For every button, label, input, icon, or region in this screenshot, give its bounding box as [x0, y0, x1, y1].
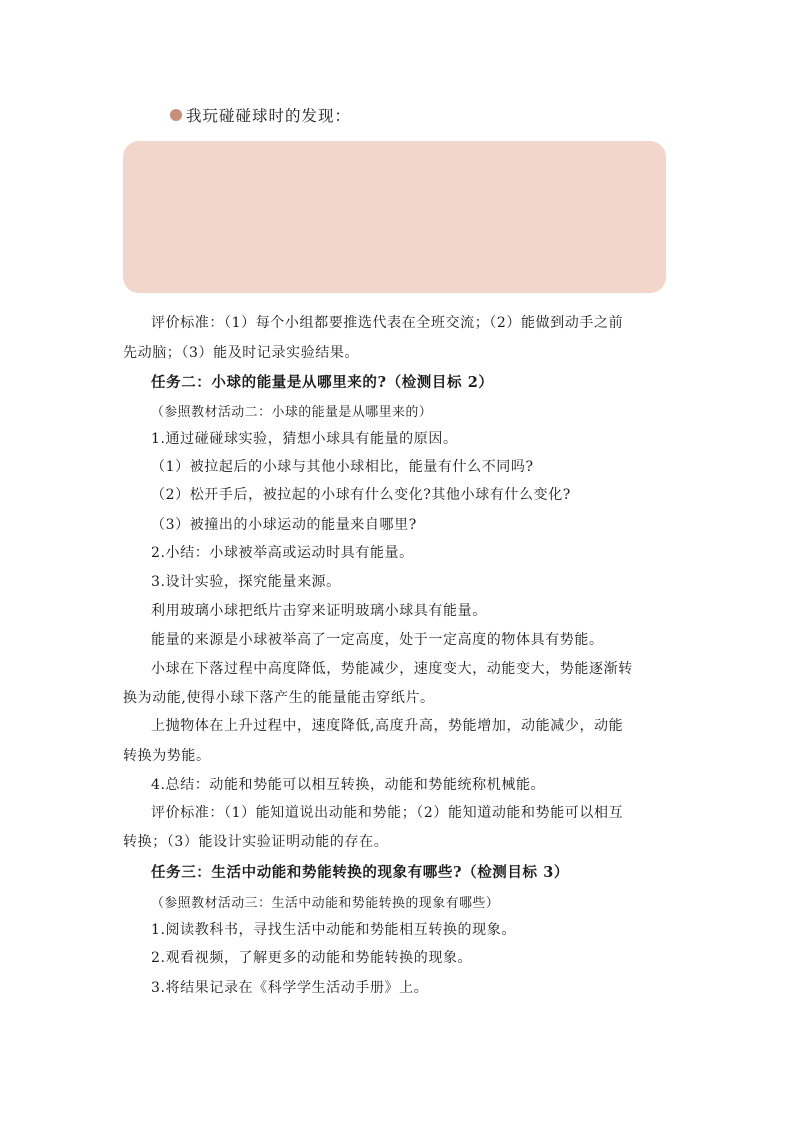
text-line: 1.阅读教科书，寻找生活中动能和势能相互转换的现象。 — [151, 922, 516, 938]
text-line: 评价标准：（1）每个小组都要推选代表在全班交流；（2）能做到动手之前 — [151, 315, 624, 331]
task-heading: 任务二：小球的能量是从哪里来的?（检测目标 2） — [151, 374, 494, 391]
text-line: 3.设计实验，探究能量来源。 — [151, 574, 341, 590]
text-line: 4.总结：动能和势能可以相互转换，动能和势能统称机械能。 — [151, 777, 546, 793]
text-line: （3）被撞出的小球运动的能量来自哪里? — [151, 517, 417, 533]
answer-box[interactable] — [123, 141, 666, 293]
text-line: 利用玻璃小球把纸片击穿来证明玻璃小球具有能量。 — [151, 603, 487, 619]
text-line: （2）松开手后，被拉起的小球有什么变化?其他小球有什么变化? — [151, 487, 571, 503]
section-heading — [170, 104, 351, 126]
section-heading-text: 我玩碰碰球时的发现： — [186, 107, 352, 125]
task-heading: 任务三：生活中动能和势能转换的现象有哪些?（检测目标 3） — [151, 864, 570, 881]
text-line: （1）被拉起后的小球与其他小球相比，能量有什么不同吗? — [151, 459, 534, 475]
text-line: 转换为势能。 — [123, 748, 211, 764]
text-line: 小球在下落过程中高度降低，势能减少，速度变大，动能变大，势能逐渐转 — [151, 661, 633, 677]
reference-note: （参照教材活动二：小球的能量是从哪里来的） — [151, 405, 433, 420]
text-line: 1.通过碰碰球实验，猜想小球具有能量的原因。 — [151, 431, 458, 447]
text-line: 转换；（3）能设计实验证明动能的存在。 — [123, 834, 389, 850]
text-line: 上抛物体在上升过程中，速度降低,高度升高，势能增加，动能减少，动能 — [151, 718, 624, 734]
text-line: 2.小结：小球被举高或运动时具有能量。 — [151, 545, 414, 561]
text-line: 能量的来源是小球被举高了一定高度，处于一定高度的物体具有势能。 — [151, 632, 604, 648]
text-line: 3.将结果记录在《科学学生活动手册》上。 — [151, 980, 429, 996]
text-line: 2.观看视频，了解更多的动能和势能转换的现象。 — [151, 950, 473, 966]
reference-note: （参照教材活动三：生活中动能和势能转换的现象有哪些） — [151, 896, 500, 911]
text-line: 评价标准：（1）能知道说出动能和势能；（2）能知道动能和势能可以相互 — [151, 805, 624, 821]
text-line: 换为动能,使得小球下落产生的能量能击穿纸片。 — [123, 690, 435, 706]
bullet-dot-icon — [170, 109, 182, 121]
text-line: 先动脑；（3）能及时记录实验结果。 — [123, 345, 360, 361]
